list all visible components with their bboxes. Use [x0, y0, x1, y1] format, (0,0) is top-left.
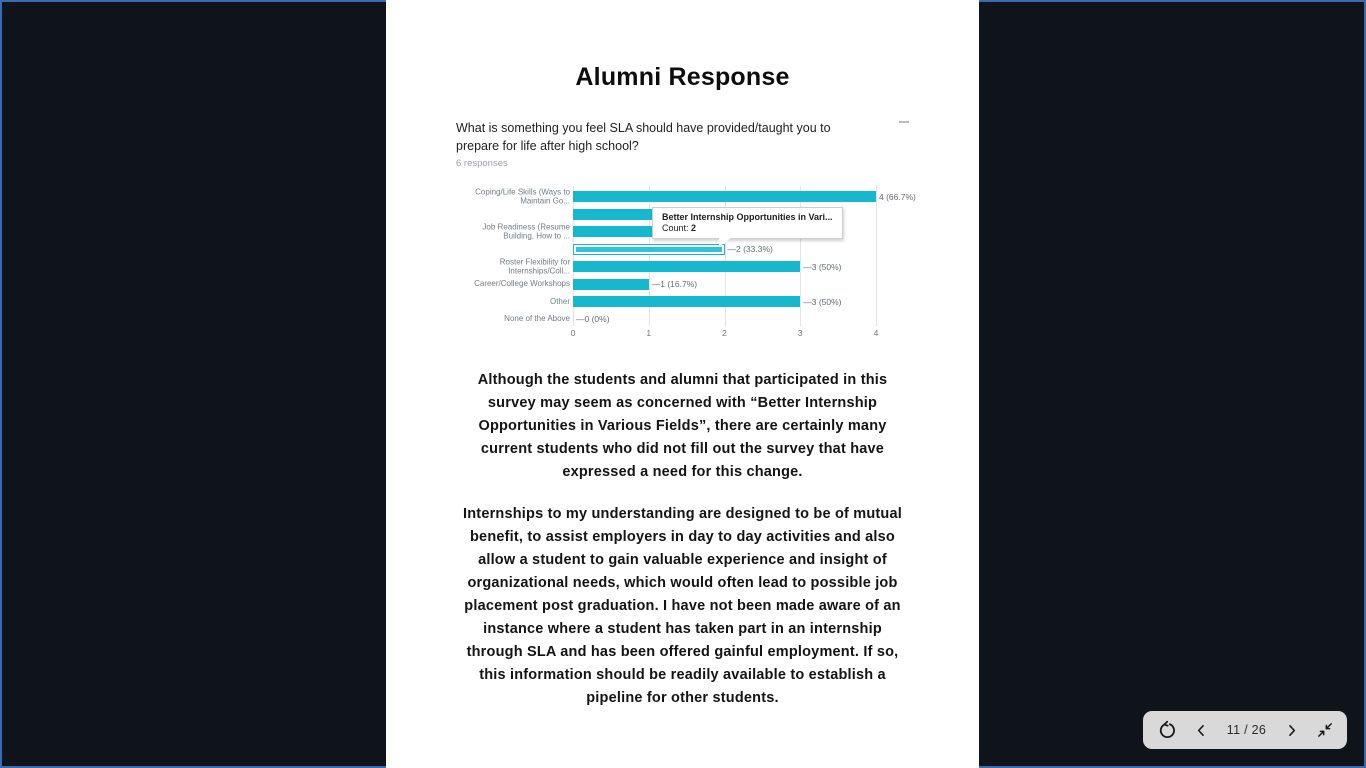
x-tick-label: 0 [570, 328, 576, 338]
x-tick-label: 4 [873, 328, 879, 338]
text-line: through SLA and has been offered gainful employment. If so, [466, 644, 899, 660]
backdrop-left [0, 0, 386, 768]
survey-chart [386, 110, 979, 355]
text-line: allow a student to gain valuable experience and insight of [478, 552, 887, 568]
next-slide-button[interactable] [1284, 723, 1299, 738]
bar-value-label: —3 (50%) [803, 296, 842, 307]
chevron-right-icon [1284, 723, 1299, 738]
chevron-left-icon [1194, 723, 1209, 738]
category-label: Other [549, 296, 570, 306]
bar-value-label: —1 (16.7%) [651, 279, 698, 289]
bar-value-label: 4 (66.7%) [879, 191, 916, 202]
chart-bar-fill [576, 247, 722, 252]
chart-x-axis [570, 328, 879, 340]
text-line: survey may seem as concerned with “Better Internship [487, 395, 878, 411]
text-line: this information should be readily available to establish a [479, 667, 886, 683]
chart-response-count: 6 responses [456, 158, 508, 169]
category-label: None of the Above [504, 314, 570, 324]
x-tick-label: 2 [722, 328, 727, 338]
body-paragraph-1 [386, 369, 979, 484]
tooltip-title: Better Internship Opportunities in Vari... [662, 212, 833, 222]
presentation-controls [1143, 711, 1347, 749]
backdrop-right [979, 0, 1366, 768]
chart-bar [573, 296, 800, 307]
text-line: instance where a student has taken part in an internship [483, 621, 882, 637]
text-line: organizational needs, which would often lead to possible job [467, 575, 898, 591]
exit-fullscreen-icon [1316, 721, 1334, 739]
text-line: Although the students and alumni that participated in this [477, 372, 888, 388]
x-tick-label: 1 [646, 328, 652, 338]
dash-icon [899, 121, 909, 123]
chart-bar [573, 191, 876, 202]
bar-value-label: —2 (33.3%) [727, 244, 773, 254]
category-label: Coping/Life Skills (Ways to Maintain Go... [475, 186, 570, 206]
text-line: current students who did not fill out the survey that have [480, 441, 885, 457]
x-tick-label: 3 [797, 328, 803, 338]
text-line: Opportunities in Various Fields”, there are certainly many [478, 418, 887, 434]
text-line: Internships to my understanding are designed to be of mutual [463, 506, 902, 522]
tooltip-count: Count: 2 [662, 223, 697, 233]
chart-bar-highlighted [573, 244, 725, 255]
category-label: Career/College Workshops [474, 279, 570, 289]
chart-category-labels [386, 186, 570, 326]
chart-bar [573, 279, 649, 290]
body-paragraph-2 [386, 503, 979, 710]
text-line: benefit, to assist employers in day to day activities and also [470, 529, 895, 545]
exit-fullscreen-button[interactable] [1316, 721, 1334, 739]
slide-title: Alumni Response [575, 63, 790, 91]
chart-question-line: What is something you feel SLA should have provided/taught you to [456, 121, 831, 135]
restart-button[interactable] [1156, 720, 1177, 741]
chart-question-line: prepare for life after high school? [456, 139, 639, 153]
restart-icon [1156, 720, 1177, 741]
category-label: Roster Flexibility for Internships/Coll... [499, 256, 570, 276]
chart-question [456, 119, 831, 155]
text-line: pipeline for other students. [586, 690, 779, 706]
previous-slide-button[interactable] [1194, 723, 1209, 738]
text-line: expressed a need for this change. [562, 464, 803, 480]
chart-bar [573, 261, 800, 272]
category-label: Job Readiness (Resume Building, How to ... [482, 221, 570, 241]
bar-value-label: —3 (50%) [803, 261, 842, 272]
text-line: placement post graduation. I have not been made aware of an [464, 598, 901, 614]
page-indicator: 11 / 26 [1226, 723, 1267, 737]
gridline [876, 186, 877, 326]
chart-tooltip [652, 207, 843, 239]
bar-value-label: —0 (0%) [576, 314, 610, 324]
slide[interactable] [386, 0, 979, 768]
